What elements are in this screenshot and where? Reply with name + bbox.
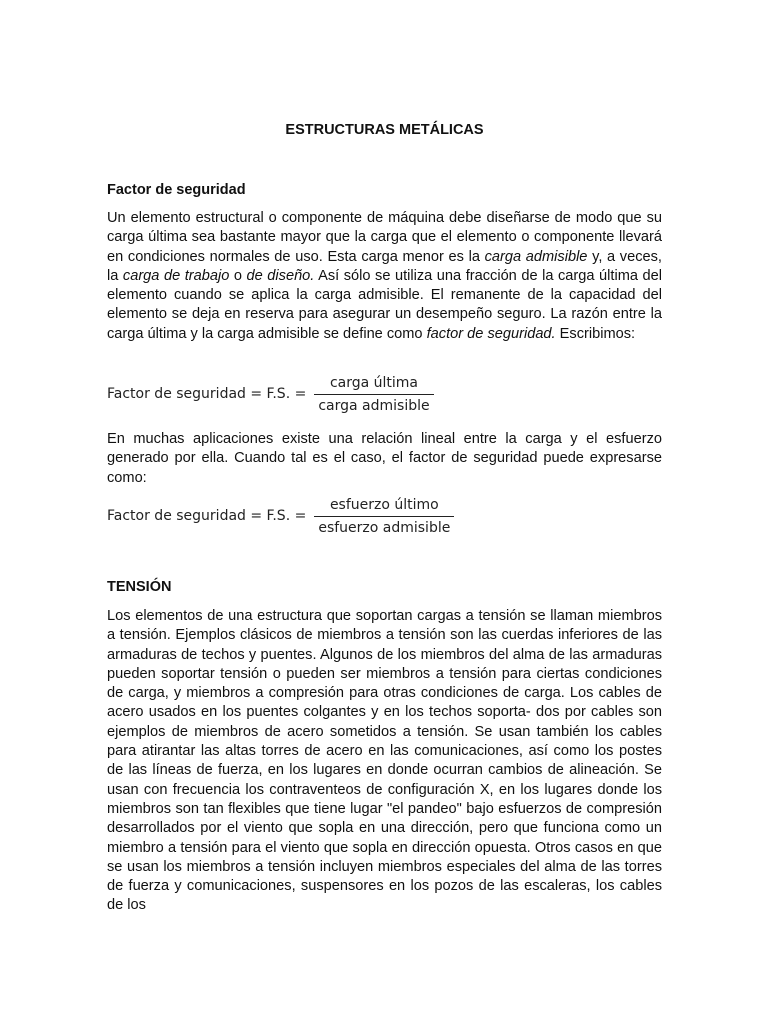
fraction-numerator: carga última bbox=[329, 374, 418, 391]
fraction-denominator: carga admisible bbox=[318, 397, 430, 414]
formula-lhs: Factor de seguridad = F.S. = bbox=[107, 386, 307, 402]
document-title: ESTRUCTURAS METÁLICAS bbox=[285, 122, 484, 138]
term-de-diseno: de diseño. bbox=[246, 267, 315, 284]
term-carga-admisible: carga admisible bbox=[484, 248, 588, 265]
fraction-denominator: esfuerzo admisible bbox=[318, 519, 451, 536]
term-factor-de-seguridad: factor de seguridad. bbox=[426, 325, 556, 342]
paragraph-tension: Los elementos de una estructura que soportan cargas a tensión se llaman miembros a tensión. Ejemplos clásicos de miembros a tensión son las cuerdas inferiores de las armaduras de techos y puentes. Algunos de los miembros del alma de las armaduras pueden soportar tensión o pueden ser miembros a tensión para ciertas condiciones de carga, y miembros a compresión para otras condiciones de carga. Los cables de acero usados en los puentes colgantes y en los techos soporta- dos por cables son ejemplos de miembros de acero sometidos a tensión. Se usan también los cables para atirantar las altas torres de acero en las comunicaciones, así como los postes de las líneas de fuerza, en los lugares en donde ocurran cambios de alineación. Se usan con frecuencia los contraventeos de configuración X, en los lugares donde los miembros son tan flexibles que tiene lugar "el pandeo" bajo esfuerzos de compresión desarrollados por el viento que sopla en una dirección, pero que funciona como un miembro a tensión para el viento que sopla en dirección opuesta. Otros casos en que se usan los miembros a tensión incluyen miembros especiales del alma de las torres de fuerza y comunicaciones, suspensores en los pozos de las escaleras, los cables de los bbox=[107, 608, 662, 914]
term-carga-de-trabajo: carga de trabajo bbox=[122, 267, 230, 284]
paragraph-factor-de-seguridad bbox=[107, 209, 662, 344]
paragraph-text: y, a veces, la bbox=[107, 248, 662, 284]
paragraph-text: Un elemento estructural o componente de máquina debe diseñarse de modo que su carga última sea bastante mayor que la carga que el elemento o componente llevará en condiciones normales de uso. Esta carga menor es la bbox=[107, 210, 662, 265]
paragraph-text: o bbox=[229, 267, 247, 284]
fraction bbox=[314, 496, 454, 537]
fraction-numerator: esfuerzo último bbox=[329, 496, 439, 513]
paragraph-text: Así sólo se utiliza una fracción de la carga última del elemento cuando se aplica la carga admisible. El remanente de la capacidad del elemento se deja en reserva para asegurar un desempeño seguro. La razón entre la carga última y la carga admisible se define como bbox=[107, 267, 662, 342]
formula-lhs: Factor de seguridad = F.S. = bbox=[107, 508, 307, 524]
section-heading-tension: TENSIÓN bbox=[107, 579, 172, 595]
fraction bbox=[314, 374, 433, 415]
paragraph-text: Escribimos: bbox=[555, 325, 636, 342]
section-heading-factor-de-seguridad: Factor de seguridad bbox=[107, 182, 246, 198]
paragraph-relacion-lineal: En muchas aplicaciones existe una relación lineal entre la carga y el esfuerzo generado por ella. Cuando tal es el caso, el factor de seguridad puede expresarse como: bbox=[107, 431, 662, 486]
formula-factor-seguridad-esfuerzo bbox=[107, 494, 454, 538]
formula-factor-seguridad-carga bbox=[107, 372, 434, 416]
